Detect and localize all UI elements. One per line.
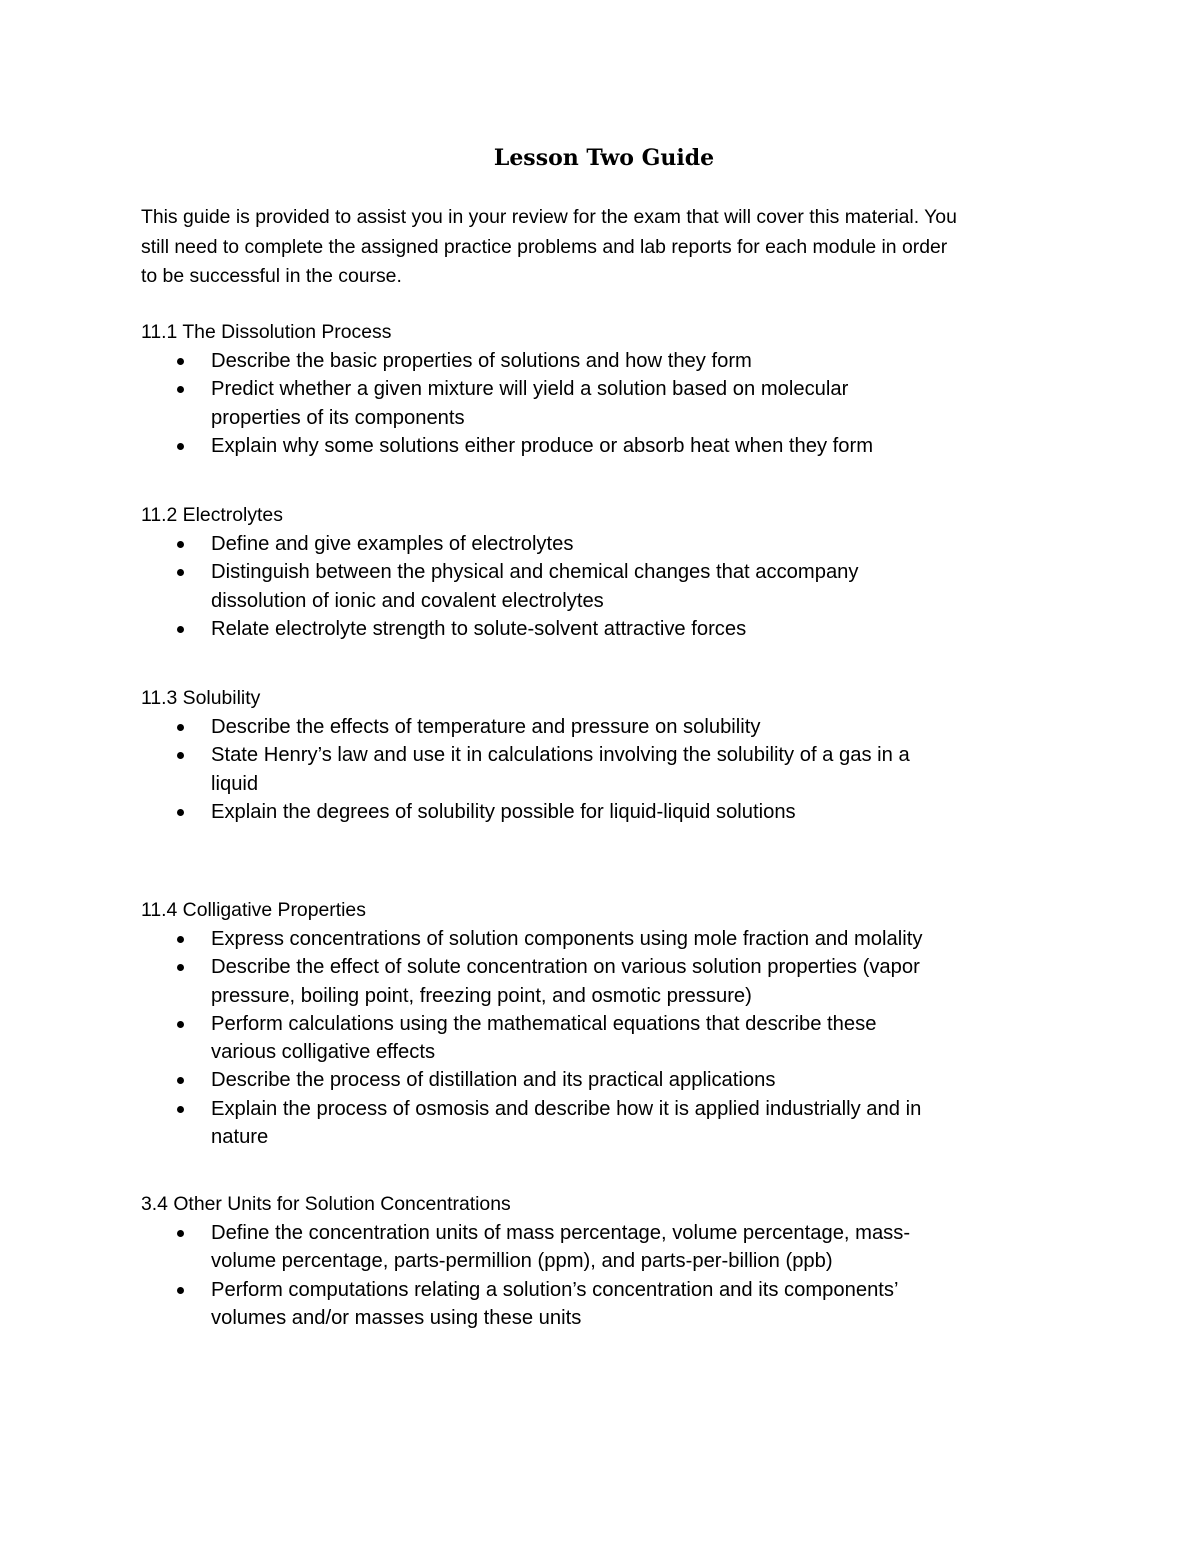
section-heading: 11.1 The Dissolution Process [141,321,392,343]
bullet-list [141,713,1101,826]
list-item-text: Explain the degrees of solubility possible for liquid-liquid solutions [211,800,796,823]
bullet-icon [177,809,184,816]
list-item [141,1095,1101,1152]
section-heading: 11.4 Colligative Properties [141,899,366,921]
bullet-icon [177,1106,184,1113]
list-item-text: Define the concentration units of mass percentage, volume percentage, mass- [211,1222,911,1244]
list-item [141,432,1101,460]
bullet-list [141,925,1101,1151]
bullet-icon [177,386,184,393]
section-heading: 11.3 Solubility [141,687,261,709]
bullet-list [141,1219,1101,1332]
list-item-text: Describe the effects of temperature and pressure on solubility [211,716,761,738]
list-item [141,1276,1101,1333]
list-item [141,530,1101,558]
list-item-text: Define and give examples of electrolytes [211,533,574,555]
bullet-icon [177,569,184,576]
list-item [141,713,1101,741]
list-item-text: Perform computations relating a solution’s concentration and its components’ [211,1278,899,1301]
bullet-icon [177,1077,184,1084]
list-item [141,375,1101,432]
section-dissolution-process [141,318,1101,460]
section-electrolytes [141,501,1101,643]
list-item-text: pressure, boiling point, freezing point, and osmotic pressure) [211,984,752,1007]
intro-paragraph [141,203,1081,292]
bullet-icon [177,541,184,548]
intro-line: to be successful in the course. [141,265,402,287]
bullet-icon [177,752,184,759]
list-item [141,1219,1101,1276]
section-heading: 11.2 Electrolytes [141,504,283,526]
bullet-icon [177,1230,184,1237]
list-item [141,347,1101,375]
bullet-icon [177,936,184,943]
section-colligative-properties [141,896,1101,1151]
list-item [141,615,1101,643]
list-item-text: Describe the basic properties of solutions and how they form [211,350,752,372]
bullet-icon [177,1287,184,1294]
list-item [141,953,1101,1010]
bullet-list [141,530,1101,643]
list-item-text: dissolution of ionic and covalent electrolytes [211,589,604,612]
list-item-text: properties of its components [211,406,465,429]
list-item-text: nature [211,1126,269,1149]
intro-line: This guide is provided to assist you in your review for the exam that will cover this material. You [141,206,957,228]
list-item-text: Relate electrolyte strength to solute-solvent attractive forces [211,617,747,640]
list-item-text: Distinguish between the physical and chemical changes that accompany [211,561,859,584]
list-item [141,741,1101,798]
list-item [141,1010,1101,1067]
list-item-text: State Henry’s law and use it in calculations involving the solubility of a gas in a [211,744,910,767]
intro-line: still need to complete the assigned practice problems and lab reports for each module in order [141,235,948,258]
list-item [141,1066,1101,1094]
list-item-text: volumes and/or masses using these units [211,1306,582,1329]
document-title: Lesson Two Guide [493,145,715,171]
bullet-icon [177,358,184,365]
list-item-text: volume percentage, parts-permillion (ppm), and parts-per-billion (ppb) [211,1250,833,1273]
bullet-icon [177,724,184,731]
bullet-icon [177,626,184,633]
list-item-text: various colligative effects [211,1041,436,1064]
bullet-icon [177,443,184,450]
list-item-text: Describe the effect of solute concentration on various solution properties (vapor [211,956,920,979]
list-item [141,925,1101,953]
list-item-text: Express concentrations of solution components using mole fraction and molality [211,928,923,950]
section-other-units [141,1190,1101,1332]
list-item-text: Describe the process of distillation and its practical applications [211,1069,776,1092]
list-item [141,558,1101,615]
bullet-icon [177,1021,184,1028]
list-item [141,798,1101,826]
bullet-icon [177,964,184,971]
bullet-list [141,347,1101,460]
section-heading: 3.4 Other Units for Solution Concentrations [141,1193,511,1215]
section-solubility [141,684,1101,826]
list-item-text: Predict whether a given mixture will yield a solution based on molecular [211,378,849,401]
list-item-text: liquid [211,772,259,795]
list-item-text: Explain why some solutions either produce or absorb heat when they form [211,434,874,457]
list-item-text: Perform calculations using the mathematical equations that describe these [211,1012,877,1035]
list-item-text: Explain the process of osmosis and describe how it is applied industrially and in [211,1097,922,1120]
